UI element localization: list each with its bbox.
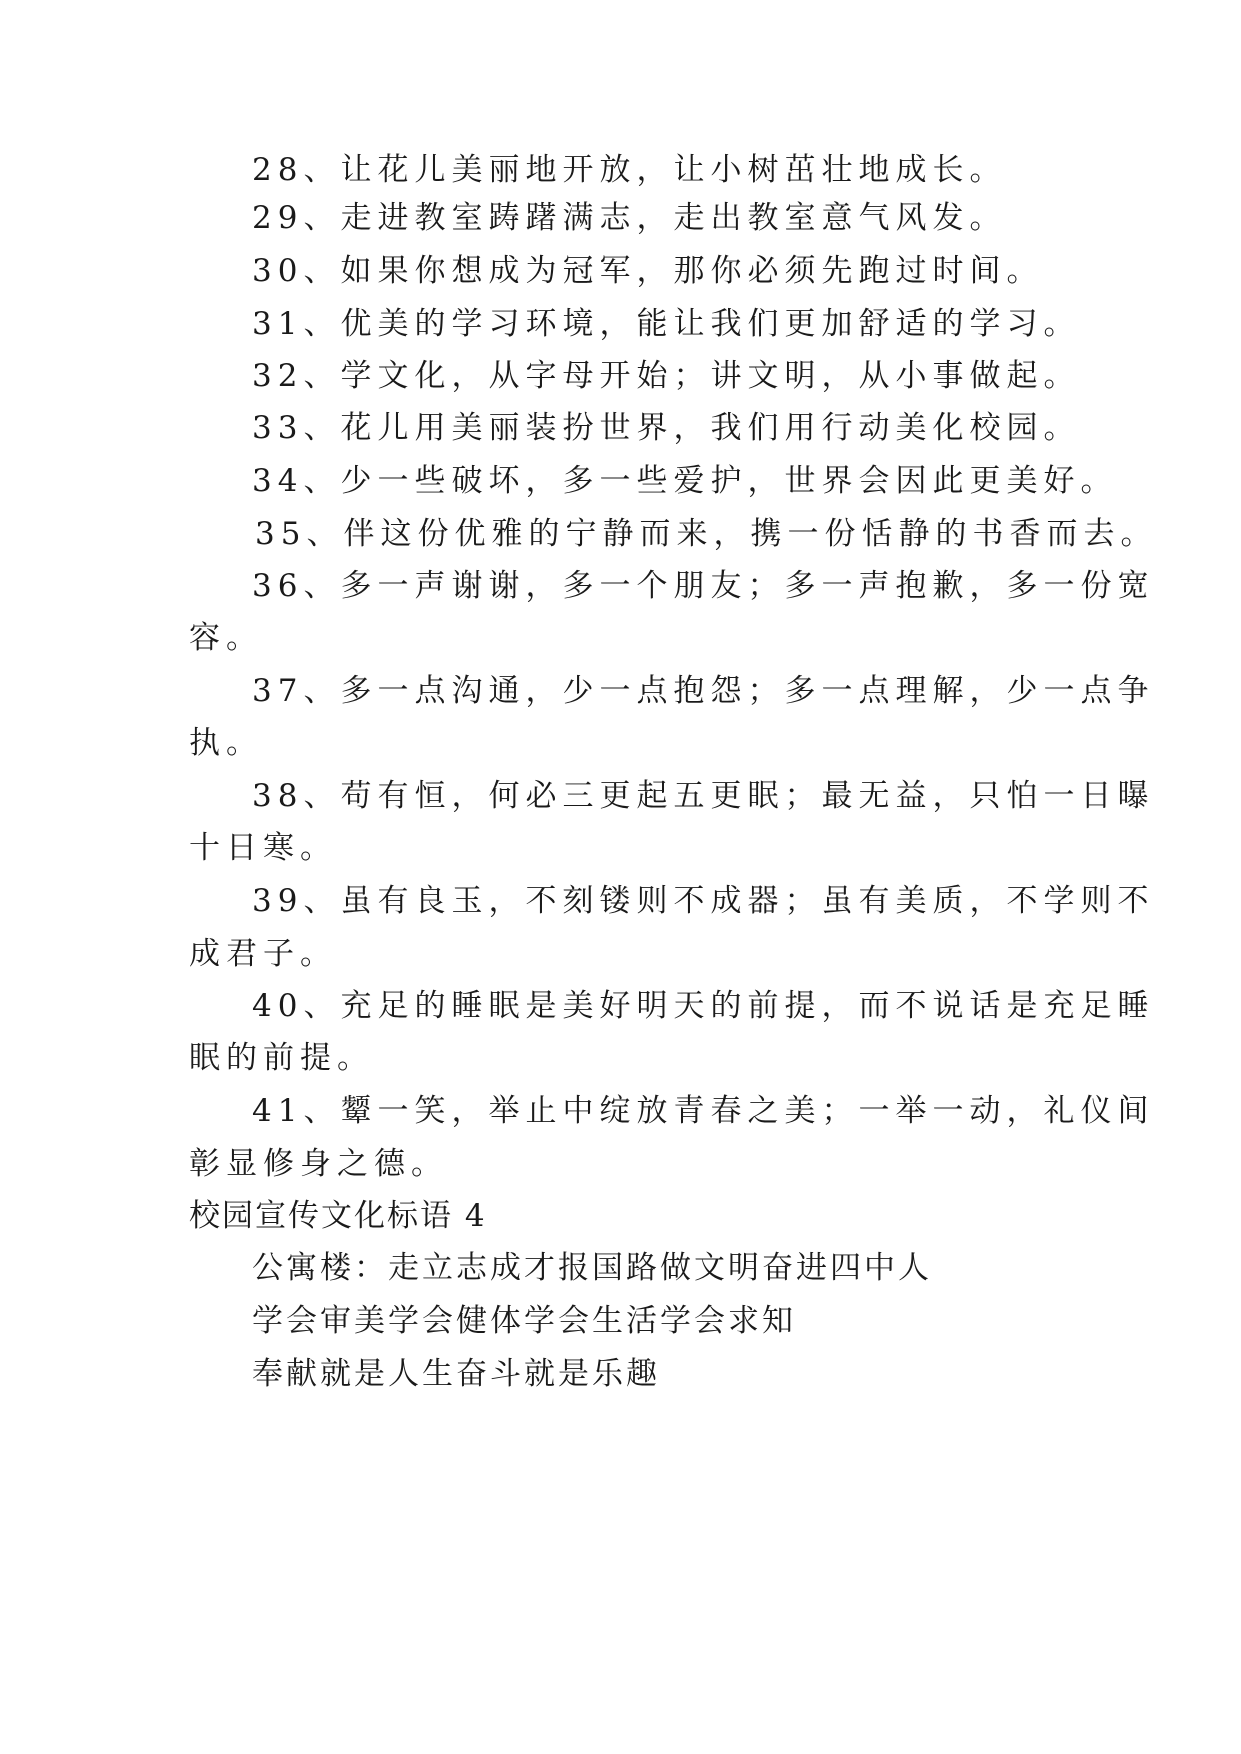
slogan-35: 35、伴这份优雅的宁静而来，携一份恬静的书香而去。: [255, 516, 1158, 552]
section-line-3: 奉献就是人生奋斗就是乐趣: [252, 1356, 660, 1392]
slogan-36: 36、多一声谢谢，多一个朋友；多一声抱歉，多一份宽: [252, 568, 1155, 604]
slogan-29: 29、走进教室踌躇满志，走出教室意气风发。: [252, 200, 1007, 236]
section-line-2: 学会审美学会健体学会生活学会求知: [252, 1303, 796, 1339]
slogan-33: 33、花儿用美丽装扮世界，我们用行动美化校园。: [252, 410, 1081, 446]
slogan-40-continued: 眠的前提。: [189, 1040, 374, 1076]
slogan-28: 28、让花儿美丽地开放，让小树茁壮地成长。: [252, 152, 1007, 188]
slogan-39-continued: 成君子。: [189, 936, 337, 972]
slogan-36-continued: 容。: [189, 620, 263, 656]
section-title: 校园宣传文化标语 4: [189, 1198, 487, 1234]
slogan-41-continued: 彰显修身之德。: [189, 1146, 448, 1182]
slogan-37: 37、多一点沟通，少一点抱怨；多一点理解，少一点争: [252, 673, 1155, 709]
slogan-31: 31、优美的学习环境，能让我们更加舒适的学习。: [252, 306, 1081, 342]
slogan-41: 41、颦一笑，举止中绽放青春之美；一举一动，礼仪间: [252, 1093, 1155, 1129]
slogan-32: 32、学文化，从字母开始；讲文明，从小事做起。: [252, 358, 1081, 394]
slogan-37-continued: 执。: [189, 725, 263, 761]
slogan-38: 38、苟有恒，何必三更起五更眠；最无益，只怕一日曝: [252, 778, 1155, 814]
slogan-38-continued: 十日寒。: [189, 830, 337, 866]
slogan-39: 39、虽有良玉，不刻镂则不成器；虽有美质，不学则不: [252, 883, 1155, 919]
slogan-30: 30、如果你想成为冠军，那你必须先跑过时间。: [252, 253, 1044, 289]
section-line-1: 公寓楼：走立志成才报国路做文明奋进四中人: [252, 1250, 932, 1286]
slogan-40: 40、充足的睡眠是美好明天的前提，而不说话是充足睡: [252, 988, 1155, 1024]
slogan-34: 34、少一些破坏，多一些爱护，世界会因此更美好。: [252, 463, 1118, 499]
